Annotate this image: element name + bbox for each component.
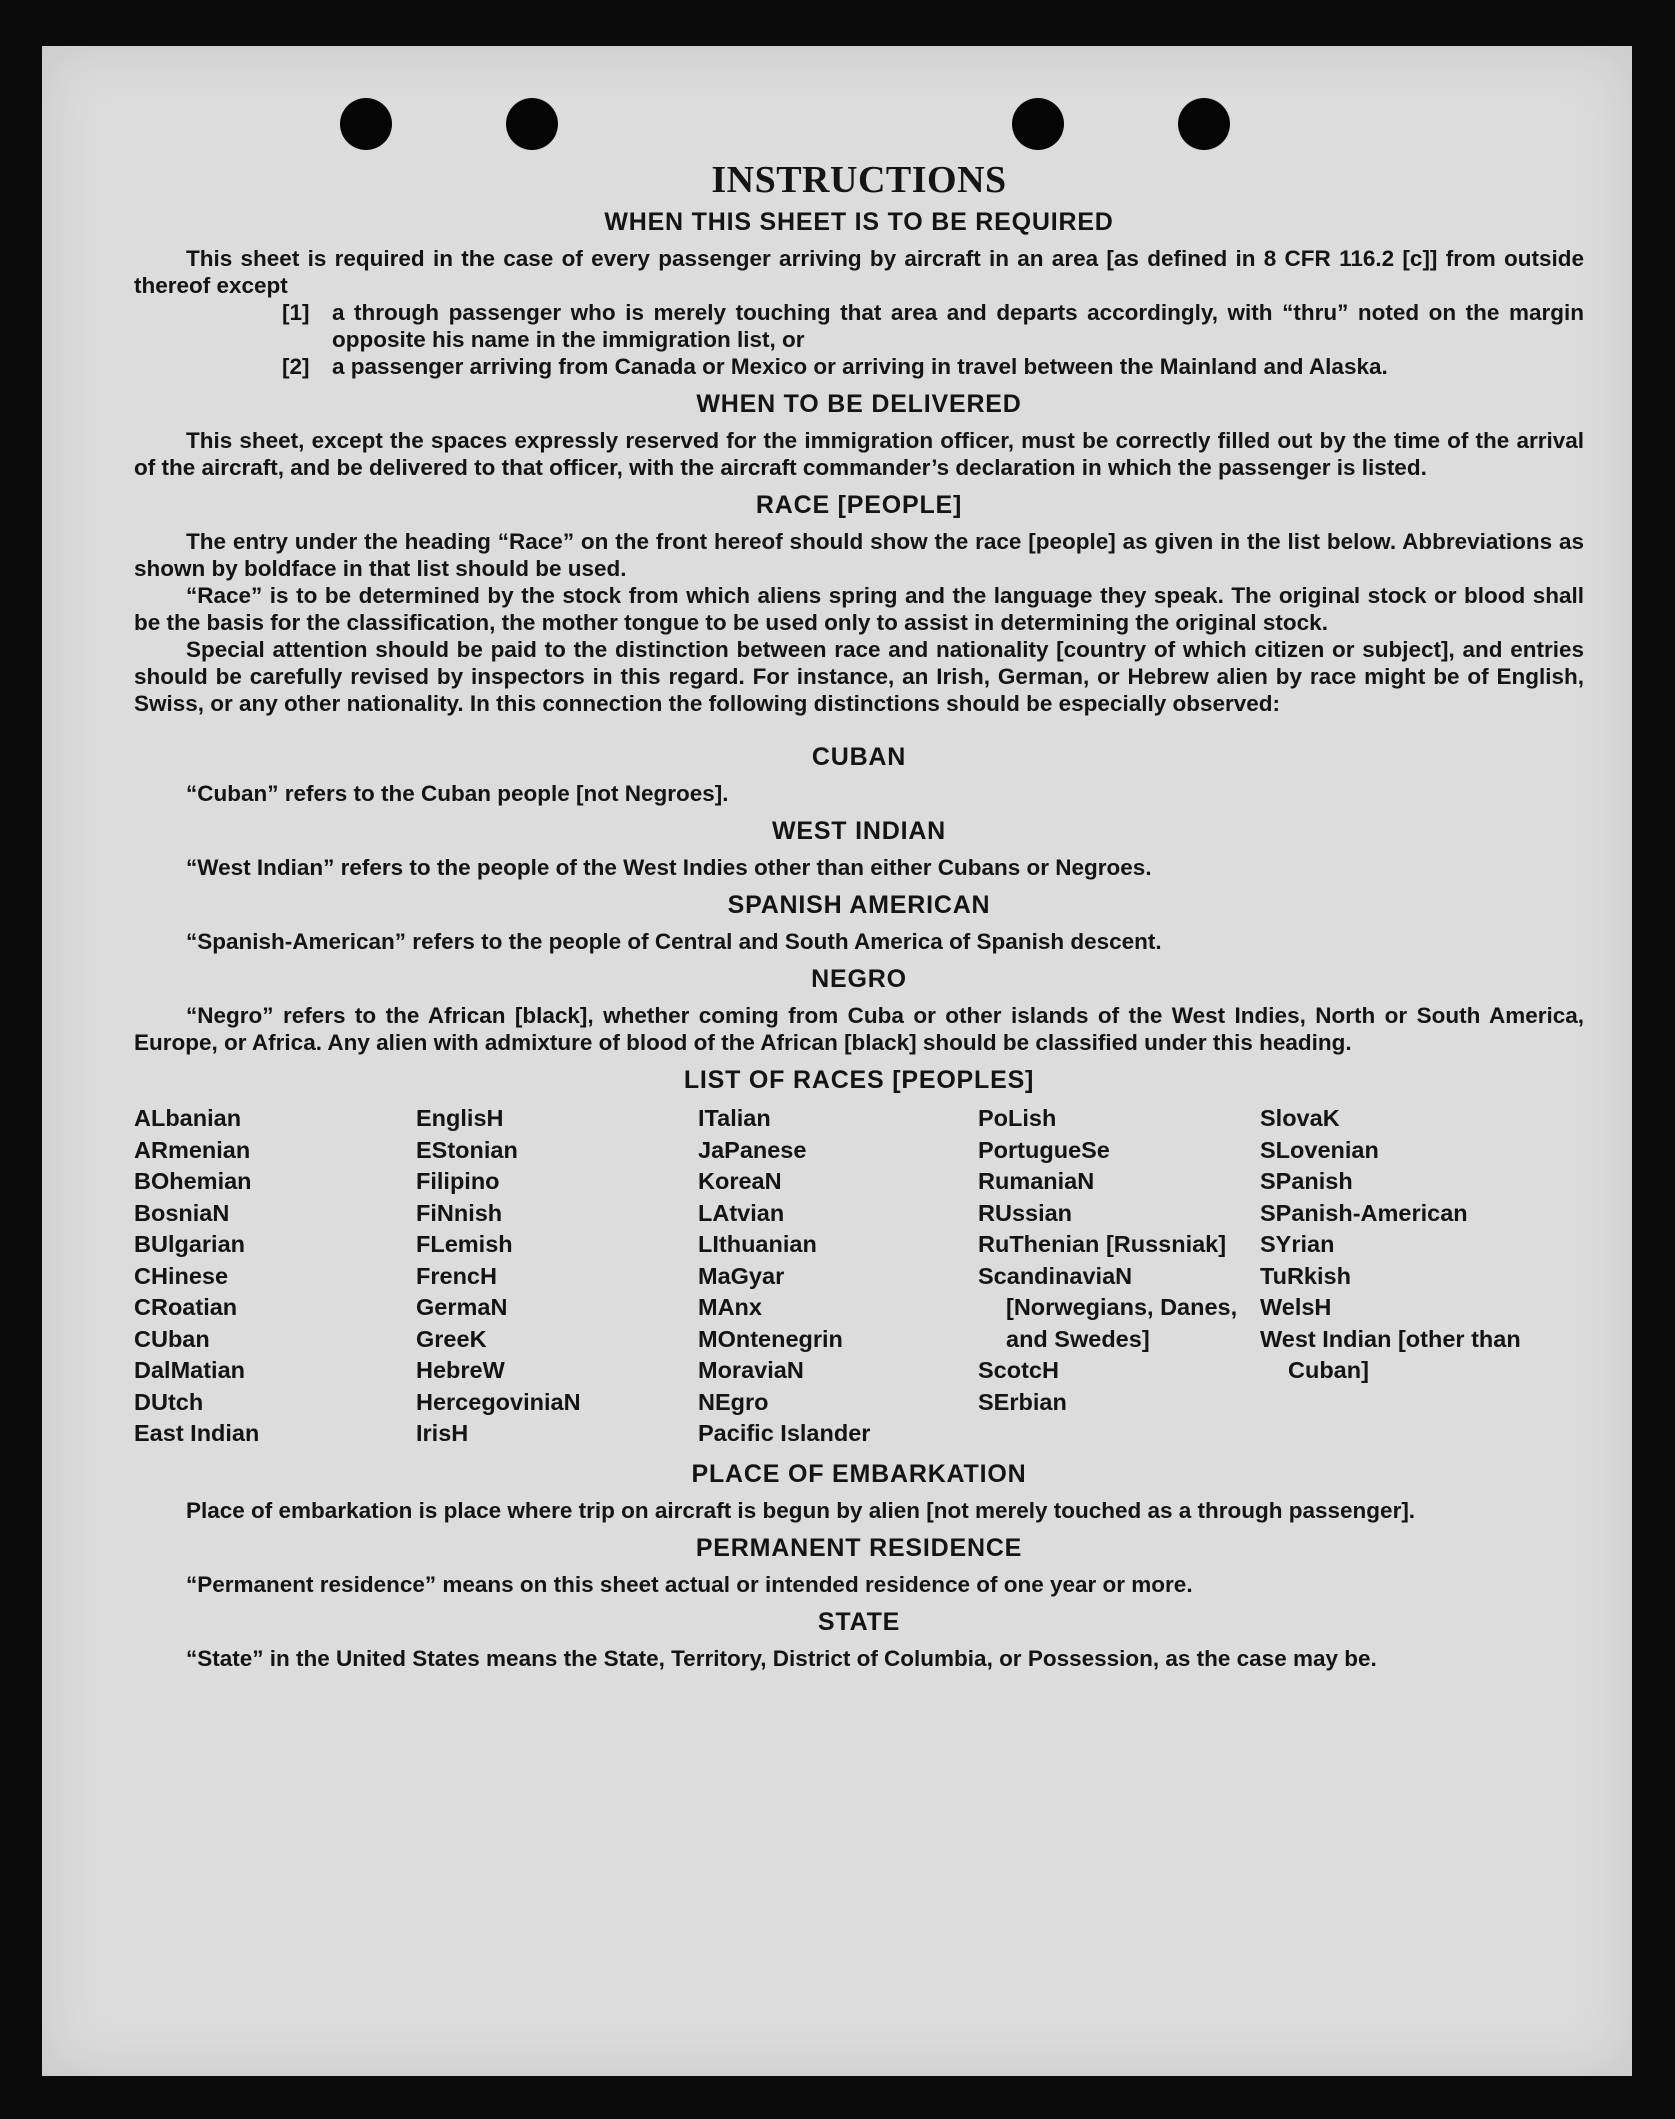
race-entry: PoLish <box>978 1105 1057 1131</box>
race-column <box>978 1103 1260 1450</box>
section-heading-negro: NEGRO <box>811 965 907 993</box>
paragraph: “Negro” refers to the African [black], whether coming from Cuba or other islands of the West Indies, North or South America, Europe, or Africa. Any alien with admixture of blood of the African [black] should be classified under this heading. <box>134 1003 1584 1055</box>
exception-item <box>134 353 1584 380</box>
punch-hole <box>340 98 392 150</box>
punch-hole <box>506 98 558 150</box>
race-entry: SPanish <box>1260 1168 1353 1194</box>
race-entry: Pacific Islander <box>698 1420 871 1446</box>
paragraph: This sheet, except the spaces expressly reserved for the immigration officer, must be correctly filled out by the time of the arrival of the aircraft, and be delivered to that officer, with the aircraft commander’s declaration in which the passenger is listed. <box>134 428 1584 480</box>
race-entry: PortugueSe <box>978 1136 1110 1163</box>
race-entry: HercegoviniaN <box>416 1388 581 1415</box>
race-entry: DUtch <box>134 1388 204 1415</box>
race-entry: CHinese <box>134 1262 229 1289</box>
race-entry: SYrian <box>1260 1231 1335 1257</box>
race-entry: FLemish <box>416 1231 513 1257</box>
section-heading-when-required: WHEN THIS SHEET IS TO BE REQUIRED <box>604 208 1114 236</box>
race-entry: FrencH <box>416 1262 497 1289</box>
race-entry: RumaniaN <box>978 1168 1095 1194</box>
race-entry: RUssian <box>978 1199 1073 1226</box>
race-entry: CUban <box>134 1325 210 1352</box>
race-entry: SlovaK <box>1260 1105 1340 1131</box>
race-column <box>698 1103 978 1450</box>
paragraph: “West Indian” refers to the people of the West Indies other than either Cubans or Negroes. <box>186 855 1152 880</box>
race-entry: BosniaN <box>134 1199 230 1226</box>
document-sheet <box>42 46 1632 2076</box>
race-entry: SLovenian <box>1260 1136 1379 1163</box>
race-entry: BUlgarian <box>134 1231 245 1257</box>
exception-mark: [2] <box>282 354 310 379</box>
exception-item <box>134 299 1584 353</box>
race-entry: IrisH <box>416 1420 469 1446</box>
section-heading-cuban: CUBAN <box>811 743 907 771</box>
race-entry: ScotcH <box>978 1357 1059 1383</box>
race-entry: SErbian <box>978 1388 1067 1415</box>
section-heading-spanish-american: SPANISH AMERICAN <box>727 891 991 919</box>
race-entry: GreeK <box>416 1325 487 1352</box>
section-heading-place-of-embarkation: PLACE OF EMBARKATION <box>691 1459 1027 1488</box>
race-entry: BOhemian <box>134 1168 252 1194</box>
race-entry: GermaN <box>416 1294 508 1320</box>
race-entry: JaPanese <box>698 1136 807 1163</box>
section-heading-state: STATE <box>817 1607 901 1636</box>
punch-hole <box>1012 98 1064 150</box>
exception-text: a passenger arriving from Canada or Mexico or arriving in travel between the Mainland and Alaska. <box>332 354 1388 379</box>
race-entry: MaGyar <box>698 1262 785 1289</box>
race-entry: MoraviaN <box>698 1357 804 1383</box>
section-heading-permanent-residence: PERMANENT RESIDENCE <box>695 1533 1023 1562</box>
section-heading-list-of-races: LIST OF RACES [PEOPLES] <box>683 1066 1035 1094</box>
exception-text: a through passenger who is merely touching that area and departs accordingly, with “thru” noted on the margin opposite his name in the immigration list, or <box>332 300 1584 352</box>
section-heading-when-delivered: WHEN TO BE DELIVERED <box>696 390 1022 418</box>
instructions-content <box>134 158 1584 1672</box>
race-column <box>416 1103 698 1450</box>
race-entry: ALbanian <box>134 1105 242 1131</box>
race-list <box>134 1103 1584 1450</box>
race-entry: ARmenian <box>134 1136 251 1163</box>
race-entry: LIthuanian <box>698 1231 817 1257</box>
race-entry: Filipino <box>416 1168 500 1194</box>
section-heading-race: RACE [PEOPLE] <box>755 491 963 519</box>
race-entry: NEgro <box>698 1388 769 1415</box>
exceptions-list <box>134 299 1584 380</box>
paragraph: “Spanish-American” refers to the people of Central and South America of Spanish descent. <box>186 929 1162 954</box>
race-entry: EStonian <box>416 1136 518 1163</box>
paragraph: “Race” is to be determined by the stock from which aliens spring and the language they speak. The original stock or blood shall be the basis for the classification, the mother tongue to be used only to assist in determining the original stock. <box>134 583 1584 635</box>
race-entry: West Indian [other than Cuban] <box>1260 1325 1521 1383</box>
paragraph: Special attention should be paid to the distinction between race and nationality [country of which citizen or subject], and entries should be carefully revised by inspectors in this regard. For instance, an Irish, German, or Hebrew alien by race might be of English, Swiss, or any other nationality. In this connection the following distinctions should be especially observed: <box>134 637 1584 716</box>
exception-mark: [1] <box>282 300 310 325</box>
race-entry: WelsH <box>1260 1294 1332 1320</box>
race-entry: RuThenian [Russniak] <box>978 1231 1227 1257</box>
punch-hole <box>1178 98 1230 150</box>
race-entry: SPanish-American <box>1260 1199 1468 1226</box>
race-entry: MOntenegrin <box>698 1325 843 1352</box>
paragraph: Place of embarkation is place where trip on aircraft is begun by alien [not merely touched as a through passenger]. <box>186 1497 1416 1523</box>
race-entry: East Indian <box>134 1420 260 1446</box>
paragraph: “Cuban” refers to the Cuban people [not Negroes]. <box>186 781 729 806</box>
document-title: INSTRUCTIONS <box>711 159 1007 201</box>
paragraph: “Permanent residence” means on this sheet actual or intended residence of one year or more. <box>186 1571 1193 1597</box>
race-entry: EnglisH <box>416 1105 504 1131</box>
race-entry: DalMatian <box>134 1357 245 1383</box>
race-entry: FiNnish <box>416 1199 503 1226</box>
race-entry: CRoatian <box>134 1294 238 1320</box>
section-heading-west-indian: WEST INDIAN <box>771 817 947 845</box>
paragraph: The entry under the heading “Race” on the front hereof should show the race [people] as given in the list below. Abbreviations as shown by boldface in that list should be used. <box>134 529 1584 581</box>
paragraph: “State” in the United States means the State, Territory, District of Columbia, or Possession, as the case may be. <box>186 1645 1377 1671</box>
race-entry: KoreaN <box>698 1168 782 1194</box>
race-column <box>134 1103 416 1450</box>
race-entry: LAtvian <box>698 1199 785 1226</box>
race-column <box>1260 1103 1550 1450</box>
race-entry: TuRkish <box>1260 1262 1351 1289</box>
race-entry: ScandinaviaN [Norwegians, Danes, and Swedes] <box>978 1262 1238 1352</box>
race-entry: HebreW <box>416 1357 505 1383</box>
race-entry: ITalian <box>698 1105 771 1131</box>
paragraph: This sheet is required in the case of every passenger arriving by aircraft in an area [as defined in 8 CFR 116.2 [c]] from outside thereof except <box>134 246 1584 298</box>
race-entry: MAnx <box>698 1294 762 1320</box>
